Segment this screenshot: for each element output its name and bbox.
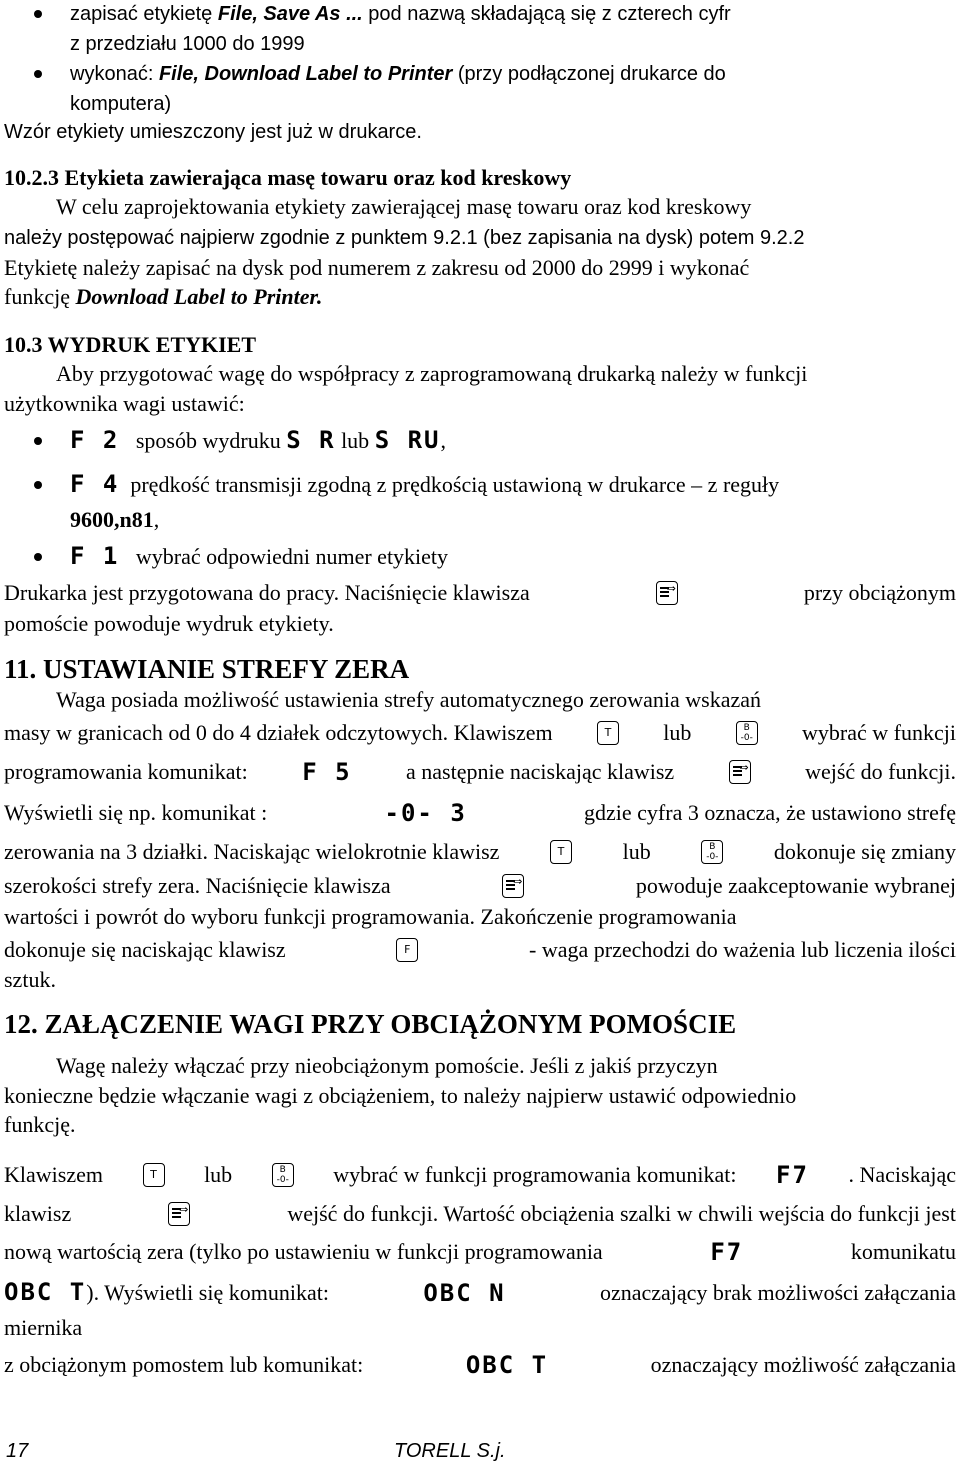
paragraph-line: OBC T). Wyświetli się komunikat: OBC N oznaczający brak możliwości załączania [4, 1278, 956, 1307]
display-code: -0- 3 [384, 799, 467, 827]
display-code: F7 [710, 1238, 744, 1266]
display-code: S RU [374, 426, 441, 454]
page-number: 17 [6, 1440, 29, 1462]
bullet-2-line-1: wykonać: File, Download Label to Printer (przy podłączonej drukarce do [70, 63, 726, 85]
function-key-icon: F [396, 938, 418, 962]
zero-key-icon: B -0- [701, 840, 723, 864]
bullet-dot [34, 437, 42, 445]
paragraph-line: funkcję. [4, 1112, 76, 1137]
paragraph-line: programowania komunikat: F 5 a następnie naciskając klawisz ⇒ wejść do funkcji. [4, 758, 956, 786]
display-code: OBC T [4, 1278, 87, 1306]
enter-key-icon [168, 1202, 190, 1226]
tare-key-icon: T [143, 1163, 165, 1187]
bullet-f4-line-2: 9600,n81, [70, 507, 160, 532]
bullet-f4: F 4 prędkość transmisji zgodną z prędkością ustawioną w drukarce – z reguły [70, 470, 780, 498]
paragraph-line: szerokości strefy zera. Naciśnięcie klawisza ⇒ powoduje zaakceptowanie wybranej [4, 872, 956, 900]
section-10-3-heading: 10.3 WYDRUK ETYKIET [4, 332, 257, 357]
paragraph-line: z obciążonym pomostem lub komunikat: OBC T oznaczający możliwość załączania [4, 1351, 956, 1379]
section-11-heading: 11. USTAWIANIE STREFY ZERA [4, 654, 410, 684]
paragraph-line: nową wartością zera (tylko po ustawieniu w funkcji programowania F7 komunikatu [4, 1238, 956, 1266]
paragraph-line: sztuk. [4, 967, 56, 992]
paragraph-line: pomoście powoduje wydruk etykiety. [4, 611, 334, 636]
bullet-1-line-1: zapisać etykietę File, Save As ... pod nazwą składającą się z czterech cyfr [70, 3, 731, 25]
bullet-1-line-2: z przedziału 1000 do 1999 [70, 33, 305, 55]
paragraph-line: masy w granicach od 0 do 4 działek odczytowych. Klawiszem T lub B -0- wybrać w funkcji [4, 720, 956, 745]
paragraph-line: Aby przygotować wagę do współpracy z zaprogramowaną drukarką należy w funkcji [56, 361, 808, 386]
company-name: TORELL S.j. [394, 1440, 506, 1462]
paragraph-line: użytkownika wagi ustawić: [4, 391, 245, 416]
paragraph-line: konieczne będzie włączanie wagi z obciążeniem, to należy najpierw ustawić odpowiednio [4, 1083, 797, 1108]
bullet-dot [34, 553, 42, 561]
paragraph-line: zerowania na 3 działki. Naciskając wielokrotnie klawisz T lub B -0- dokonuje się zmiany [4, 839, 956, 864]
display-code: OBC N [423, 1278, 506, 1307]
bullet-2-line-2: komputera) [70, 93, 172, 115]
paragraph-line: Waga posiada możliwość ustawienia strefy automatycznego zerowania wskazań [56, 687, 762, 712]
paragraph-line: Etykietę należy zapisać na dysk pod numerem z zakresu od 2000 do 2999 i wykonać [4, 255, 750, 280]
paragraph-line: wartości i powrót do wyboru funkcji programowania. Zakończenie programowania [4, 904, 737, 929]
display-code: F 2 [70, 426, 120, 454]
tare-key-icon: T [550, 840, 572, 864]
paragraph-line: Wagę należy włączać przy nieobciążonym pomoście. Jeśli z jakiś przyczyn [56, 1053, 718, 1078]
tare-key-icon: T [597, 721, 619, 745]
section-12-heading: 12. ZAŁĄCZENIE WAGI PRZY OBCIĄŻONYM POMOŚCIE [4, 1009, 737, 1039]
bullet-dot [34, 10, 42, 18]
paragraph-line: klawisz ⇒ wejść do funkcji. Wartość obciążenia szalki w chwili wejścia do funkcji jest [4, 1200, 956, 1228]
display-code: F 5 [302, 758, 352, 786]
enter-key-icon [729, 760, 751, 784]
paragraph-line: miernika [4, 1315, 83, 1340]
paragraph-line: Drukarka jest przygotowana do pracy. Naciśnięcie klawisza ⇒ przy obciążonym [4, 579, 956, 607]
bullet-f2: F 2 sposób wydruku S R lub S RU, [70, 426, 446, 454]
paragraph-line: W celu zaprojektowania etykiety zawierającej masę towaru oraz kod kreskowy [56, 194, 752, 219]
paragraph-line: dokonuje się naciskając klawisz F - waga przechodzi do ważenia lub liczenia ilości [4, 937, 956, 962]
display-code: F7 [776, 1161, 809, 1189]
bullet-dot [34, 481, 42, 489]
enter-key-icon [656, 581, 678, 605]
display-code: F 1 [70, 542, 120, 570]
pattern-note: Wzór etykiety umieszczony jest już w drukarce. [4, 121, 422, 143]
bullet-dot [34, 70, 42, 78]
paragraph-line: należy postępować najpierw zgodnie z punktem 9.2.1 (bez zapisania na dysk) potem 9.2.2 [4, 227, 805, 249]
paragraph-line: Klawiszem T lub B -0- wybrać w funkcji programowania komunikat: F7 . Naciskając [4, 1161, 956, 1189]
paragraph-line: Wyświetli się np. komunikat : -0- 3 gdzie cyfra 3 oznacza, że ustawiono strefę [4, 799, 956, 827]
paragraph-line: funkcję Download Label to Printer. [4, 284, 323, 309]
display-code: OBC T [465, 1351, 549, 1379]
zero-key-icon: B -0- [736, 721, 758, 745]
display-code: F 4 [70, 470, 120, 498]
section-10-2-3-heading: 10.2.3 Etykieta zawierająca masę towaru oraz kod kreskowy [4, 165, 572, 190]
display-code: S R [286, 426, 336, 454]
zero-key-icon: B -0- [272, 1163, 294, 1187]
enter-key-icon [502, 874, 524, 898]
bullet-f1: F 1 wybrać odpowiedni numer etykiety [70, 542, 449, 570]
